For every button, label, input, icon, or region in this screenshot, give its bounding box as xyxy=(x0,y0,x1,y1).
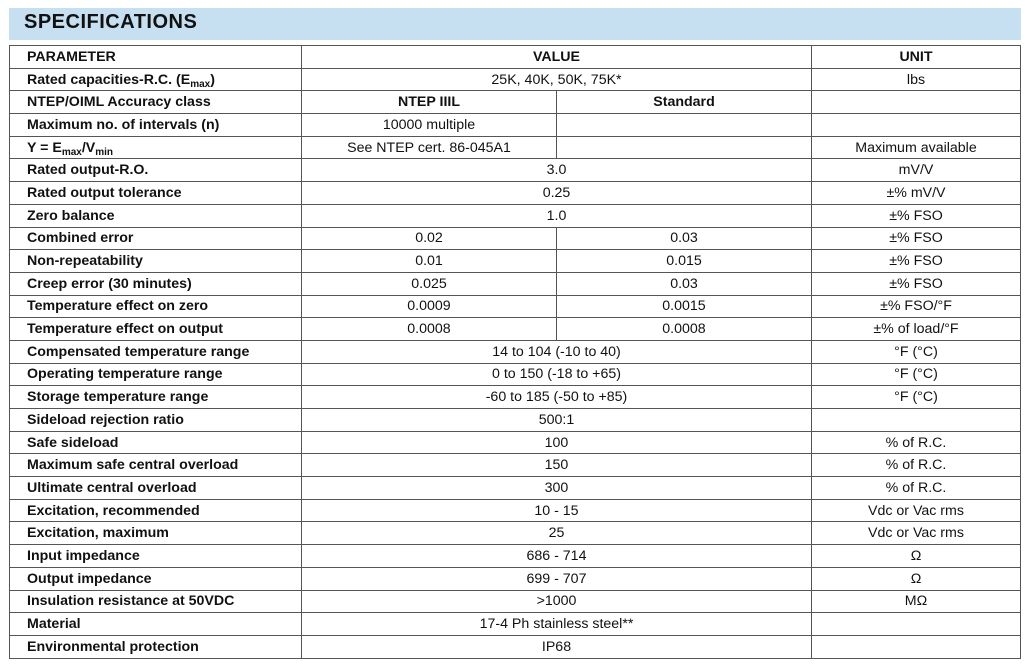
table-row xyxy=(10,68,1021,91)
parameter-cell: Temperature effect on zero xyxy=(10,295,302,318)
parameter-cell: Rated output-R.O. xyxy=(10,159,302,182)
column-header-value: VALUE xyxy=(302,46,812,69)
unit-cell xyxy=(812,114,1021,137)
parameter-cell: Safe sideload xyxy=(10,431,302,454)
unit-cell xyxy=(812,613,1021,636)
value-cell: 17-4 Ph stainless steel** xyxy=(302,613,812,636)
unit-cell xyxy=(812,409,1021,432)
table-row xyxy=(10,272,1021,295)
table-row xyxy=(10,567,1021,590)
unit-cell: % of R.C. xyxy=(812,431,1021,454)
table-row xyxy=(10,363,1021,386)
table-row xyxy=(10,409,1021,432)
table-row xyxy=(10,318,1021,341)
parameter-cell: Excitation, maximum xyxy=(10,522,302,545)
column-header-parameter: PARAMETER xyxy=(10,46,302,69)
standard-value-cell xyxy=(557,114,812,137)
parameter-cell: Rated output tolerance xyxy=(10,182,302,205)
table-row xyxy=(10,340,1021,363)
table-row xyxy=(10,114,1021,137)
value-cell: 1.0 xyxy=(302,204,812,227)
unit-cell: lbs xyxy=(812,68,1021,91)
table-row xyxy=(10,522,1021,545)
value-cell: 699 - 707 xyxy=(302,567,812,590)
value-cell: IP68 xyxy=(302,635,812,658)
value-cell: >1000 xyxy=(302,590,812,613)
parameter-cell: Insulation resistance at 50VDC xyxy=(10,590,302,613)
standard-value-cell: 0.03 xyxy=(557,272,812,295)
unit-cell: °F (°C) xyxy=(812,363,1021,386)
ntep-value-cell: 0.01 xyxy=(302,250,557,273)
parameter-cell: Rated capacities-R.C. $(E_{max})$ xyxy=(10,68,302,91)
parameter-cell: $Y = E_{max}/V_{min}$ xyxy=(10,136,302,159)
unit-cell: ±% FSO xyxy=(812,272,1021,295)
ntep-value-cell: 0.0008 xyxy=(302,318,557,341)
standard-value-cell: 0.03 xyxy=(557,227,812,250)
ntep-value-cell: 0.025 xyxy=(302,272,557,295)
value-cell: 25 xyxy=(302,522,812,545)
table-row xyxy=(10,136,1021,159)
table-row xyxy=(10,499,1021,522)
ntep-value-cell: 10000 multiple xyxy=(302,114,557,137)
table-row xyxy=(10,250,1021,273)
value-cell: 686 - 714 xyxy=(302,545,812,568)
parameter-cell: Zero balance xyxy=(10,204,302,227)
unit-cell: % of R.C. xyxy=(812,454,1021,477)
value-cell: 300 xyxy=(302,477,812,500)
table-row xyxy=(10,159,1021,182)
standard-value-cell: Standard xyxy=(557,91,812,114)
table-row xyxy=(10,454,1021,477)
parameter-cell: Material xyxy=(10,613,302,636)
standard-value-cell: 0.0008 xyxy=(557,318,812,341)
unit-cell xyxy=(812,91,1021,114)
value-cell: 0 to 150 (-18 to +65) xyxy=(302,363,812,386)
value-cell: 14 to 104 (-10 to 40) xyxy=(302,340,812,363)
unit-cell: Vdc or Vac rms xyxy=(812,522,1021,545)
unit-cell: ±% FSO xyxy=(812,204,1021,227)
table-row xyxy=(10,613,1021,636)
table-header-row xyxy=(10,46,1021,69)
value-cell: -60 to 185 (-50 to +85) xyxy=(302,386,812,409)
parameter-cell: Operating temperature range xyxy=(10,363,302,386)
ntep-value-cell: See NTEP cert. 86-045A1 xyxy=(302,136,557,159)
value-cell: 500:1 xyxy=(302,409,812,432)
column-header-unit: UNIT xyxy=(812,46,1021,69)
parameter-cell: Creep error (30 minutes) xyxy=(10,272,302,295)
parameter-cell: Environmental protection xyxy=(10,635,302,658)
parameter-cell: Storage temperature range xyxy=(10,386,302,409)
parameter-cell: Input impedance xyxy=(10,545,302,568)
unit-cell: Vdc or Vac rms xyxy=(812,499,1021,522)
parameter-cell: Maximum no. of intervals (n) xyxy=(10,114,302,137)
table-row xyxy=(10,635,1021,658)
parameter-cell: Temperature effect on output xyxy=(10,318,302,341)
ntep-value-cell: 0.0009 xyxy=(302,295,557,318)
parameter-cell: Maximum safe central overload xyxy=(10,454,302,477)
table-row xyxy=(10,477,1021,500)
unit-cell: Ω xyxy=(812,567,1021,590)
section-title: SPECIFICATIONS xyxy=(24,11,198,33)
table-row xyxy=(10,91,1021,114)
unit-cell xyxy=(812,635,1021,658)
parameter-cell: Output impedance xyxy=(10,567,302,590)
unit-cell: Ω xyxy=(812,545,1021,568)
unit-cell: ±% mV/V xyxy=(812,182,1021,205)
standard-value-cell: 0.0015 xyxy=(557,295,812,318)
unit-cell: % of R.C. xyxy=(812,477,1021,500)
unit-cell: ±% FSO xyxy=(812,227,1021,250)
standard-value-cell: 0.015 xyxy=(557,250,812,273)
unit-cell: mV/V xyxy=(812,159,1021,182)
unit-cell: ±% FSO xyxy=(812,250,1021,273)
parameter-cell: Non-repeatability xyxy=(10,250,302,273)
unit-cell: °F (°C) xyxy=(812,386,1021,409)
ntep-value-cell: 0.02 xyxy=(302,227,557,250)
parameter-cell: Compensated temperature range xyxy=(10,340,302,363)
parameter-cell: Ultimate central overload xyxy=(10,477,302,500)
unit-cell: °F (°C) xyxy=(812,340,1021,363)
section-header-bar xyxy=(9,8,1021,40)
value-cell: 100 xyxy=(302,431,812,454)
value-cell: 10 - 15 xyxy=(302,499,812,522)
table-row xyxy=(10,204,1021,227)
value-cell: 25K, 40K, 50K, 75K* xyxy=(302,68,812,91)
ntep-value-cell: NTEP IIIL xyxy=(302,91,557,114)
table-row xyxy=(10,386,1021,409)
parameter-cell: NTEP/OIML Accuracy class xyxy=(10,91,302,114)
parameter-cell: Sideload rejection ratio xyxy=(10,409,302,432)
unit-cell: MΩ xyxy=(812,590,1021,613)
table-row xyxy=(10,182,1021,205)
value-cell: 150 xyxy=(302,454,812,477)
table-row xyxy=(10,545,1021,568)
value-cell: 0.25 xyxy=(302,182,812,205)
specifications-table xyxy=(9,45,1021,659)
unit-cell: ±% of load/°F xyxy=(812,318,1021,341)
parameter-cell: Combined error xyxy=(10,227,302,250)
parameter-cell: Excitation, recommended xyxy=(10,499,302,522)
unit-cell: Maximum available xyxy=(812,136,1021,159)
table-row xyxy=(10,431,1021,454)
table-row xyxy=(10,590,1021,613)
standard-value-cell xyxy=(557,136,812,159)
table-row xyxy=(10,295,1021,318)
value-cell: 3.0 xyxy=(302,159,812,182)
table-row xyxy=(10,227,1021,250)
unit-cell: ±% FSO/°F xyxy=(812,295,1021,318)
